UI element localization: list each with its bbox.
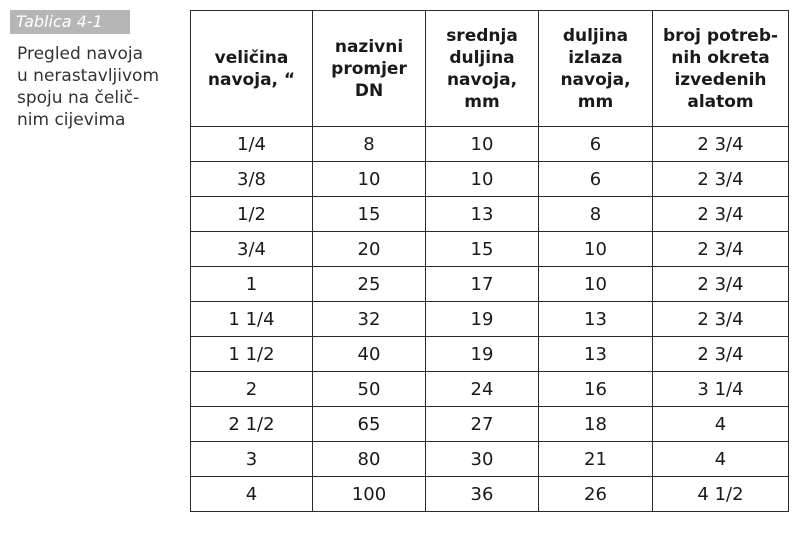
table-row [191,302,789,337]
header-line: promjer [331,58,407,79]
table-row [191,477,789,512]
cell-col-mean-thread-length: 24 [426,372,539,407]
header-line: nazivni [334,36,404,57]
header-line: veličina [214,47,289,68]
cell-col-tool-turns: 2 3/4 [653,162,789,197]
header-line: navoja, [560,69,631,90]
cell-col-thread-size: 1/4 [191,127,313,162]
table-row [191,337,789,372]
header-line: alatom [687,91,754,112]
cell-col-thread-runout-length: 13 [539,302,653,337]
cell-col-nominal-diameter: 25 [313,267,426,302]
caption-line: u nerastavljivom [17,66,160,86]
cell-col-mean-thread-length: 13 [426,197,539,232]
cell-col-thread-runout-length: 13 [539,337,653,372]
cell-col-nominal-diameter: 65 [313,407,426,442]
cell-col-mean-thread-length: 36 [426,477,539,512]
caption-line: spoju na čelič- [17,88,140,108]
header-line: nih okreta [671,47,770,68]
cell-col-tool-turns: 2 3/4 [653,337,789,372]
header-line: broj potreb- [662,25,779,46]
cell-col-nominal-diameter: 50 [313,372,426,407]
cell-col-tool-turns: 2 3/4 [653,267,789,302]
cell-col-mean-thread-length: 30 [426,442,539,477]
table-row [191,267,789,302]
cell-col-nominal-diameter: 20 [313,232,426,267]
cell-col-thread-size: 3/8 [191,162,313,197]
cell-col-nominal-diameter: 100 [313,477,426,512]
cell-col-thread-runout-length: 6 [539,162,653,197]
header-col-nominal-diameter [313,11,426,127]
header-col-thread-size [191,11,313,127]
cell-col-nominal-diameter: 32 [313,302,426,337]
cell-col-thread-runout-length: 6 [539,127,653,162]
cell-col-nominal-diameter: 8 [313,127,426,162]
table-number-label: Tablica 4-1 [10,10,130,34]
cell-col-tool-turns: 4 [653,407,789,442]
table-row [191,197,789,232]
cell-col-thread-runout-length: 16 [539,372,653,407]
header-line: navoja, “ [207,69,296,90]
cell-col-mean-thread-length: 19 [426,302,539,337]
table-row [191,442,789,477]
cell-col-thread-runout-length: 26 [539,477,653,512]
cell-col-nominal-diameter: 10 [313,162,426,197]
cell-col-thread-runout-length: 8 [539,197,653,232]
header-line: izlaza [568,47,623,68]
caption-line: nim cijevima [17,110,126,130]
cell-col-tool-turns: 3 1/4 [653,372,789,407]
table-caption [17,43,182,131]
cell-col-tool-turns: 4 1/2 [653,477,789,512]
header-line: duljina [449,47,515,68]
header-line: DN [354,80,384,101]
cell-col-thread-runout-length: 18 [539,407,653,442]
cell-col-nominal-diameter: 40 [313,337,426,372]
cell-col-mean-thread-length: 19 [426,337,539,372]
table-row [191,407,789,442]
cell-col-tool-turns: 2 3/4 [653,197,789,232]
header-col-tool-turns [653,11,789,127]
cell-col-thread-size: 2 [191,372,313,407]
cell-col-thread-size: 3/4 [191,232,313,267]
header-line: navoja, [446,69,518,90]
cell-col-tool-turns: 2 3/4 [653,232,789,267]
cell-col-thread-size: 1 [191,267,313,302]
table-body [191,127,789,512]
caption-line: Pregled navoja [17,44,143,64]
cell-col-thread-size: 3 [191,442,313,477]
header-line: srednja [446,25,518,46]
cell-col-thread-size: 1 1/4 [191,302,313,337]
cell-col-thread-size: 2 1/2 [191,407,313,442]
cell-col-mean-thread-length: 27 [426,407,539,442]
header-line: mm [464,91,500,112]
header-col-thread-runout-length [539,11,653,127]
cell-col-thread-runout-length: 21 [539,442,653,477]
cell-col-thread-size: 4 [191,477,313,512]
cell-col-nominal-diameter: 80 [313,442,426,477]
cell-col-mean-thread-length: 15 [426,232,539,267]
cell-col-mean-thread-length: 17 [426,267,539,302]
cell-col-nominal-diameter: 15 [313,197,426,232]
table-row [191,232,789,267]
table-row [191,372,789,407]
thread-table [190,10,789,512]
header-col-mean-thread-length [426,11,539,127]
cell-col-tool-turns: 2 3/4 [653,302,789,337]
cell-col-thread-runout-length: 10 [539,267,653,302]
cell-col-mean-thread-length: 10 [426,127,539,162]
cell-col-thread-size: 1/2 [191,197,313,232]
cell-col-thread-size: 1 1/2 [191,337,313,372]
header-line: duljina [562,25,629,46]
table-row [191,127,789,162]
header-line: izvedenih [674,69,767,90]
cell-col-mean-thread-length: 10 [426,162,539,197]
table-row [191,162,789,197]
table-header-row [191,11,789,127]
cell-col-thread-runout-length: 10 [539,232,653,267]
header-line: mm [577,91,614,112]
cell-col-tool-turns: 4 [653,442,789,477]
cell-col-tool-turns: 2 3/4 [653,127,789,162]
